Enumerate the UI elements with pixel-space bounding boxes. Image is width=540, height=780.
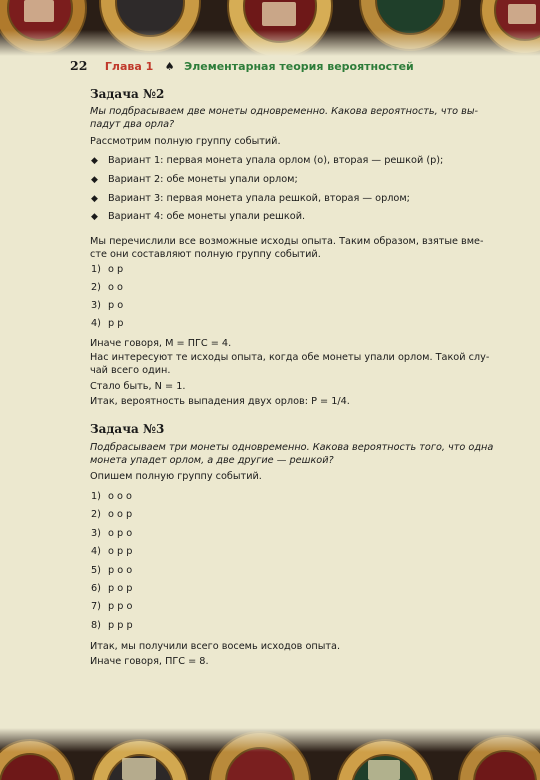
page-number: 22	[70, 58, 88, 73]
outcome-number: 8)	[91, 620, 101, 631]
outcome-number: 1)	[91, 264, 101, 275]
problem3-summary: Итак, мы получили всего восемь исходов опыта.	[90, 641, 341, 652]
diamond-bullet-icon: ◆	[91, 156, 98, 166]
outcome-value: р р о	[108, 601, 133, 612]
outcome-number: 2)	[91, 509, 101, 520]
outcome-value: р о р	[108, 583, 133, 594]
outcome-number: 1)	[91, 491, 101, 502]
outcome-number: 4)	[91, 318, 101, 329]
outcome-number: 5)	[91, 565, 101, 576]
problem2-interest-line2: чай всего один.	[90, 365, 171, 376]
diamond-bullet-icon: ◆	[91, 175, 98, 185]
problem2-question-line1: Мы подбрасываем две монеты одновременно. Какова вероятность, что вы-	[90, 106, 479, 117]
outcome-value: р р р	[108, 620, 133, 631]
outcome-number: 6)	[91, 583, 101, 594]
outcome-number: 4)	[91, 546, 101, 557]
outcome-number: 3)	[91, 528, 101, 539]
diamond-bullet-icon: ◆	[91, 212, 98, 222]
problem3-pgs-line: Иначе говоря, ПГС = 8.	[90, 656, 209, 667]
problem3-question-line2: монета упадет орлом, а две другие — решкой?	[90, 455, 334, 466]
problem2-paragraph-line1: Мы перечислили все возможные исходы опыта. Таким образом, взятые вме-	[90, 236, 484, 247]
diamond-bullet-icon: ◆	[91, 194, 98, 204]
outcome-value: о р р	[108, 546, 133, 557]
chapter-label: Глава 1	[104, 60, 154, 73]
variant-item: Вариант 3: первая монета упала решкой, вторая — орлом;	[108, 193, 410, 204]
outcome-value: р о о	[108, 565, 133, 576]
outcome-number: 3)	[91, 300, 101, 311]
problem3-title: Задача №3	[90, 422, 165, 436]
chapter-title: Элементарная теория вероятностей	[184, 60, 414, 73]
problem2-result-line: Итак, вероятность выпадения двух орлов: P = 1/4.	[90, 396, 350, 407]
spade-icon: ♠	[164, 60, 175, 73]
outcome-value: о о о	[108, 491, 132, 502]
bottom-coin-banner	[0, 728, 540, 780]
variant-item: Вариант 4: обе монеты упали решкой.	[108, 211, 306, 222]
problem2-title: Задача №2	[90, 87, 165, 101]
problem2-n-line: Стало быть, N = 1.	[90, 381, 186, 392]
outcome-value: о р о	[108, 528, 133, 539]
outcome-value: о о р	[108, 509, 133, 520]
problem3-question-line1: Подбрасываем три монеты одновременно. Какова вероятность того, что одна	[90, 442, 494, 453]
variant-item: Вариант 2: обе монеты упали орлом;	[108, 174, 298, 185]
outcome-number: 7)	[91, 601, 101, 612]
outcome-value: р р	[108, 318, 124, 329]
problem2-question-line2: падут два орла?	[90, 119, 175, 130]
outcome-value: о р	[108, 264, 124, 275]
problem2-intro: Рассмотрим полную группу событий.	[90, 136, 281, 147]
outcome-value: р о	[108, 300, 124, 311]
problem2-interest-line1: Нас интересуют те исходы опыта, когда обе монеты упали орлом. Такой слу-	[90, 352, 490, 363]
problem3-intro: Опишем полную группу событий.	[90, 471, 262, 482]
variant-item: Вариант 1: первая монета упала орлом (о), вторая — решкой (р);	[108, 155, 444, 166]
problem2-m-line: Иначе говоря, M = ПГС = 4.	[90, 338, 232, 349]
outcome-number: 2)	[91, 282, 101, 293]
problem2-paragraph-line2: сте они составляют полную группу событий.	[90, 249, 321, 260]
outcome-value: о о	[108, 282, 123, 293]
